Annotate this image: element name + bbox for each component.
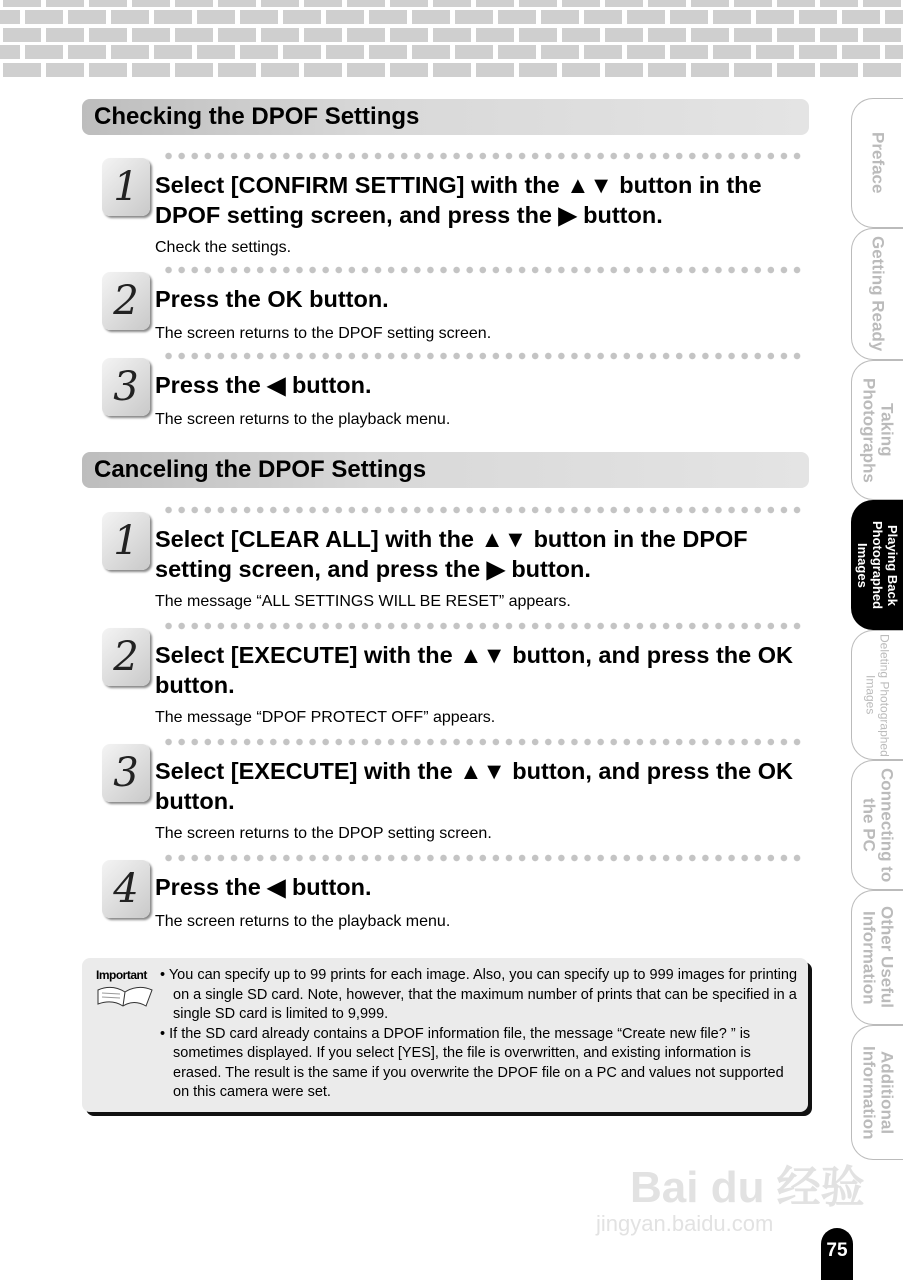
step-description: The screen returns to the DPOP setting screen. <box>155 825 492 842</box>
open-book-icon <box>96 984 154 1008</box>
step-title: Select [EXECUTE] with the ▲▼ button, and press the OK button. <box>155 642 793 698</box>
step-description: The screen returns to the playback menu. <box>155 913 451 930</box>
tab-connecting[interactable]: Connecting to the PC <box>851 760 903 890</box>
step-title: Press the OK button. <box>155 286 389 312</box>
step-number: 1 <box>102 512 150 570</box>
step-description: The message “ALL SETTINGS WILL BE RESET” appears. <box>155 593 571 610</box>
step-number: 3 <box>102 358 150 416</box>
page-number: 75 <box>821 1228 853 1280</box>
watermark-logo: Bai du 经验 <box>630 1163 865 1212</box>
important-note <box>82 958 808 1112</box>
dotted-divider <box>162 266 802 274</box>
step-number: 1 <box>102 158 150 216</box>
step-description: The message “DPOF PROTECT OFF” appears. <box>155 709 496 726</box>
tab-getting[interactable]: Getting Ready <box>851 228 903 360</box>
important-label: Important <box>96 968 147 982</box>
step-number: 4 <box>102 860 150 918</box>
important-item: • You can specify up to 99 prints for each image. Also, you can specify up to 999 images for printing on a single SD card. Note, however, that the maximum number of prints that can be specified in a single SD card is limited to 9,999. <box>160 967 798 1022</box>
section-heading: Checking the DPOF Settings <box>82 99 809 135</box>
watermark-url: jingyan.baidu.com <box>596 1211 774 1236</box>
tab-other[interactable]: Other Useful Information <box>851 890 903 1025</box>
step-title: Press the ◀ button. <box>155 874 372 900</box>
step-number: 2 <box>102 272 150 330</box>
dotted-divider <box>162 622 802 630</box>
tab-taking[interactable]: Taking Photographs <box>851 360 903 500</box>
step-title: Select [CLEAR ALL] with the ▲▼ button in the DPOF setting screen, and press the ▶ button. <box>155 526 748 582</box>
dotted-divider <box>162 506 802 514</box>
tab-preface[interactable]: Preface <box>851 98 903 228</box>
dotted-divider <box>162 738 802 746</box>
dotted-divider <box>162 152 802 160</box>
step-title: Select [CONFIRM SETTING] with the ▲▼ button in the DPOF setting screen, and press the ▶ button. <box>155 172 762 228</box>
dotted-divider <box>162 352 802 360</box>
header-brick-pattern <box>0 0 903 80</box>
step-title: Press the ◀ button. <box>155 372 372 398</box>
step-description: The screen returns to the playback menu. <box>155 411 451 428</box>
important-item: • If the SD card already contains a DPOF information file, the message “Create new file? ” is sometimes displayed. If you select [YES], the file is overwritten, and existing information is erased. The result is the same if you overwrite the DPOF file on a PC and values not supported on this camera were set. <box>160 1025 784 1100</box>
step-number: 2 <box>102 628 150 686</box>
tab-playing[interactable]: Playing Back Photographed Images <box>851 500 903 630</box>
step-description: The screen returns to the DPOF setting screen. <box>155 325 492 342</box>
step-number: 3 <box>102 744 150 802</box>
step-description: Check the settings. <box>155 239 292 256</box>
tab-deleting[interactable]: Deleting Photographed Images <box>851 630 903 760</box>
dotted-divider <box>162 854 802 862</box>
step-title: Select [EXECUTE] with the ▲▼ button, and press the OK button. <box>155 758 793 814</box>
tab-additional[interactable]: Additional Information <box>851 1025 903 1160</box>
section-heading: Canceling the DPOF Settings <box>82 452 809 488</box>
